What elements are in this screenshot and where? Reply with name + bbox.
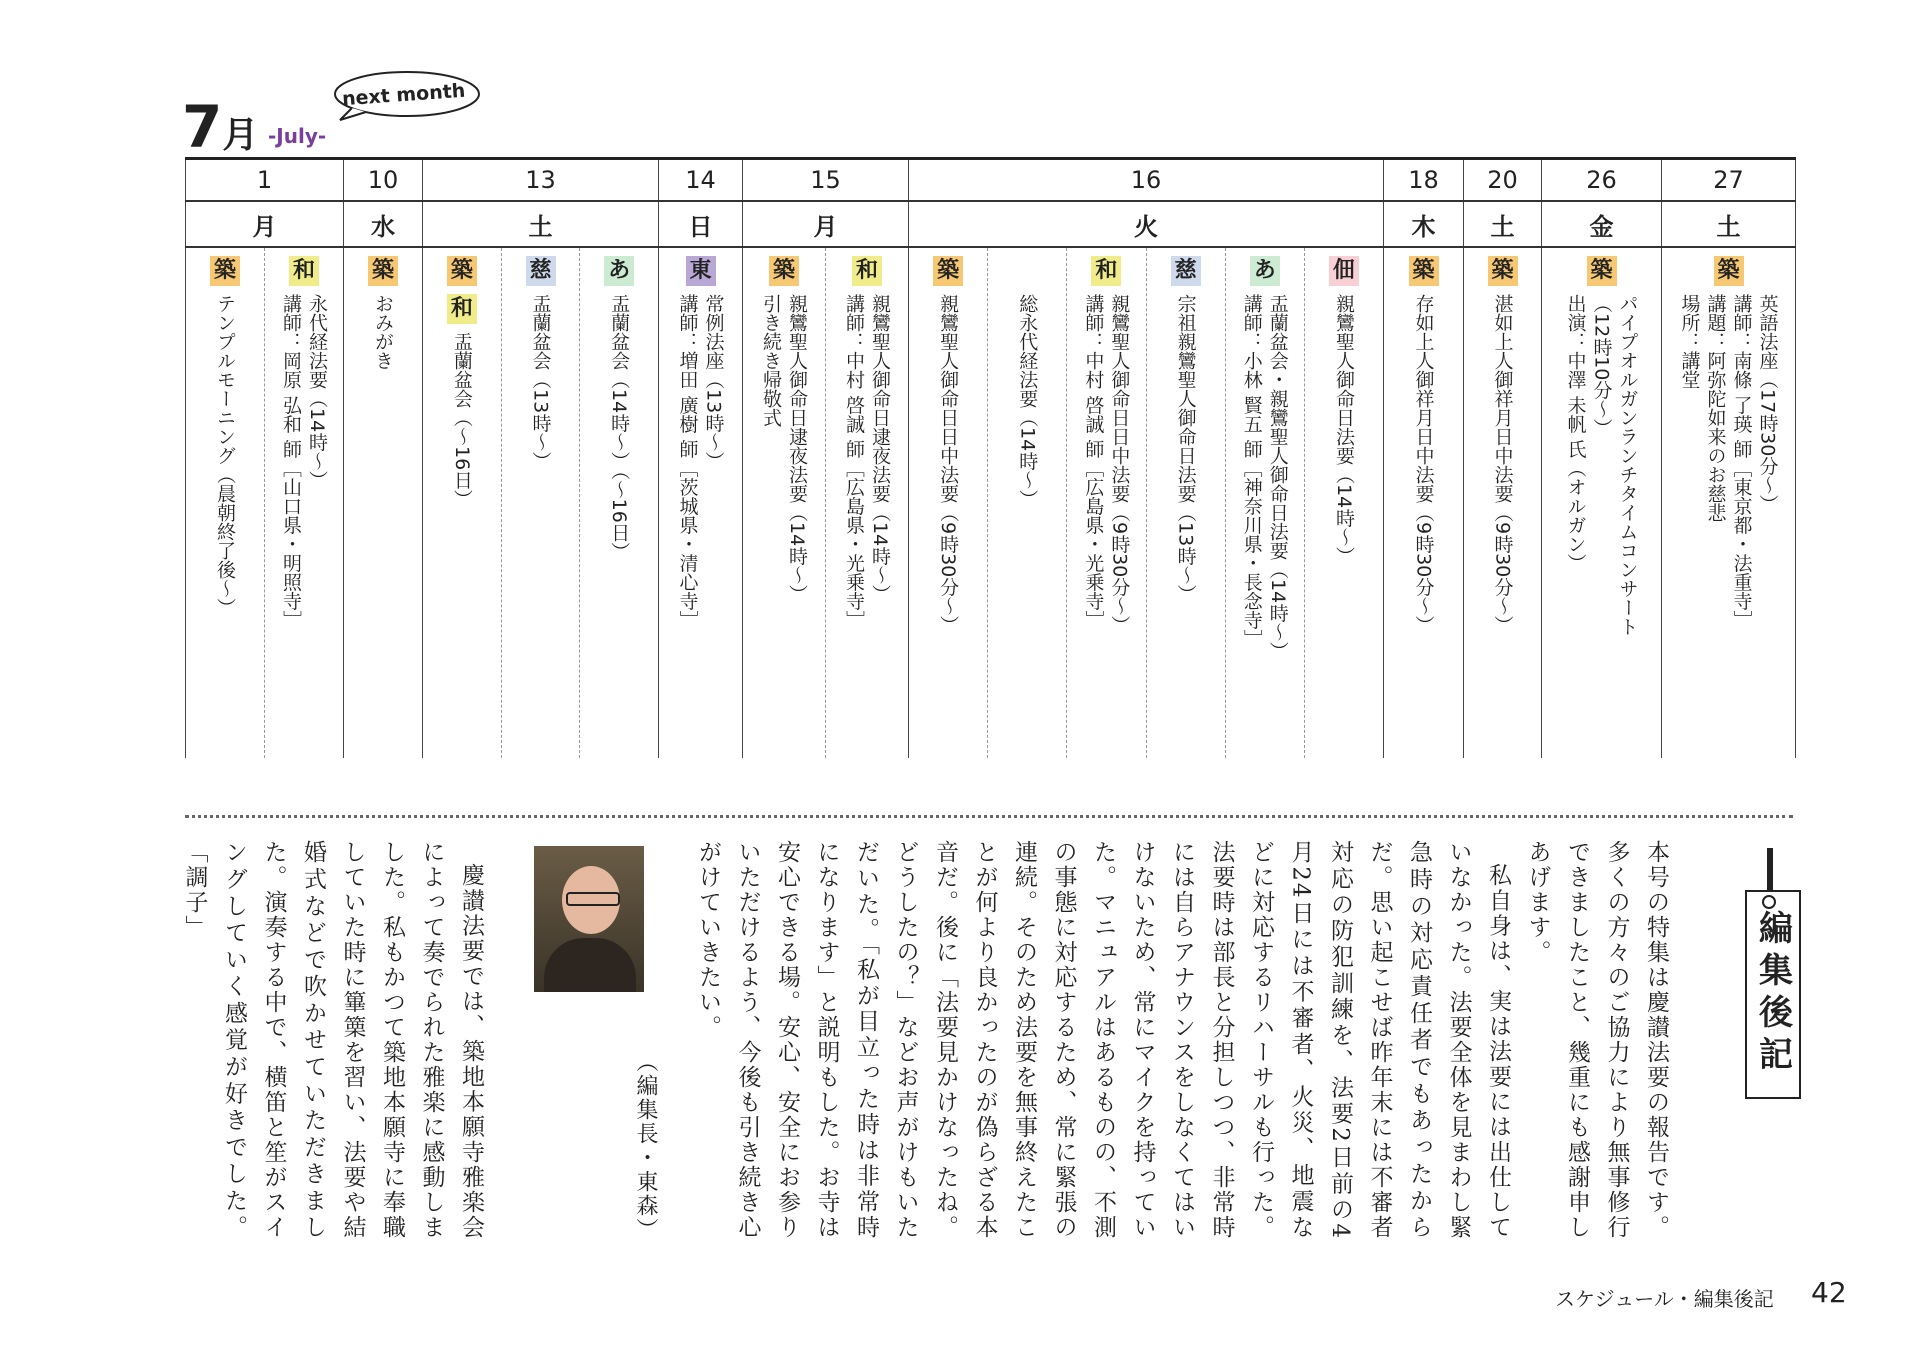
event-line: 総永代経法要（14時〜） — [1016, 294, 1039, 509]
temple-badge: 東 — [686, 256, 716, 286]
event-text — [1173, 294, 1199, 714]
temple-badge: 和 — [447, 294, 477, 324]
event-text — [1411, 294, 1437, 714]
event-line: 講師：小林 賢五 師［神奈川県・長念寺］ — [1240, 294, 1263, 649]
event-line: 場所：講堂 — [1678, 294, 1701, 389]
event-line: 存如上人御祥月日中法要（9時30分〜） — [1412, 294, 1435, 635]
event-line: 宗祖親鸞聖人御命日法要（13時〜） — [1174, 294, 1197, 604]
temple-badge: 和 — [852, 256, 882, 286]
event-text — [1677, 294, 1781, 714]
temple-badge: 和 — [289, 256, 319, 286]
events-cell — [1542, 247, 1662, 758]
event-line: 盂蘭盆会・親鸞聖人御命日法要（14時〜） — [1266, 294, 1289, 661]
event-line: 湛如上人御祥月日中法要（9時30分〜） — [1491, 294, 1514, 635]
temple-badge: 築 — [933, 256, 963, 286]
event-line: 親鸞聖人御命日日中法要（9時30分〜） — [937, 294, 960, 635]
event-line: テンプルモーニング（晨朝終了後〜） — [214, 294, 236, 617]
event-line: 親鸞聖人御命日日中法要（9時30分〜） — [1108, 294, 1131, 635]
event-text — [1331, 294, 1357, 714]
month-english: -July- — [268, 124, 327, 148]
date-cell: 15 — [743, 159, 909, 202]
date-cell: 20 — [1464, 159, 1542, 202]
weekday-cell: 土 — [1662, 201, 1796, 247]
event-text — [1014, 294, 1040, 714]
event-line: 講師：南條 了瑛 師［東京都・法重寺］ — [1730, 294, 1753, 630]
event-text — [675, 294, 727, 714]
footer-label: スケジュール・編集後記 — [1555, 1287, 1774, 1311]
weekday-cell: 水 — [344, 201, 423, 247]
event-text — [841, 294, 893, 714]
temple-badge: 和 — [1091, 256, 1121, 286]
weekday-cell: 月 — [743, 201, 909, 247]
weekday-cell: 日 — [659, 201, 743, 247]
date-cell: 14 — [659, 159, 743, 202]
temple-badge: 築 — [1409, 256, 1439, 286]
event-text — [758, 294, 810, 714]
editorial-tag — [1745, 890, 1801, 1099]
event-line: 盂蘭盆会（14時〜）（〜16日） — [608, 294, 631, 561]
event-line: 親鸞聖人御命日法要（14時〜） — [1332, 294, 1355, 566]
weekday-cell: 土 — [1464, 201, 1542, 247]
event-entry — [423, 248, 501, 758]
events-cell — [743, 247, 909, 758]
temple-badge: 築 — [447, 256, 477, 286]
event-entry — [743, 248, 825, 758]
month-kanji: 月 — [222, 115, 259, 156]
event-entry — [579, 248, 658, 758]
events-cell — [1464, 247, 1542, 758]
editorial-main — [688, 840, 1676, 1240]
editorial-paragraph-1: 本号の特集は慶讃法要の報告です。多くの方々のご協力により無事修行できましたこと、幾重にも感謝申しあげます。 — [1524, 840, 1669, 1240]
schedule-table — [185, 157, 1796, 758]
section-divider — [185, 815, 1793, 818]
event-line: おみがき — [372, 294, 394, 370]
month-title — [182, 93, 259, 161]
event-text — [528, 294, 554, 714]
author-signature: （編集長・東森） — [633, 1050, 658, 1242]
event-line: 引き続き帰敬式 — [760, 294, 782, 427]
temple-badge: あ — [1250, 256, 1280, 286]
date-cell: 18 — [1384, 159, 1464, 202]
event-entry — [501, 248, 580, 758]
event-entry — [1464, 248, 1541, 758]
event-line: 講師：増田 廣樹 師［茨城県・清心寺］ — [676, 294, 699, 630]
date-cell: 13 — [423, 159, 659, 202]
events-cell — [344, 247, 423, 758]
weekday-cell: 土 — [423, 201, 659, 247]
weekday-cell: 木 — [1384, 201, 1464, 247]
events-cell — [1384, 247, 1464, 758]
events-cell — [659, 247, 743, 758]
next-month-label: next month — [341, 79, 466, 111]
event-entry — [909, 248, 987, 758]
date-cell: 16 — [909, 159, 1384, 202]
temple-badge: 築 — [368, 256, 398, 286]
events-cell — [1662, 247, 1796, 758]
events-cell — [186, 247, 344, 758]
date-cell: 27 — [1662, 159, 1796, 202]
event-entry — [1304, 248, 1383, 758]
event-entry — [186, 248, 264, 758]
event-text — [1239, 294, 1291, 714]
date-cell: 10 — [344, 159, 423, 202]
editorial-paragraph-3: 慶讃法要では、築地本願寺雅楽会によって奏でられた雅楽に感動しました。私もかつて築地本願寺に奉職していた時に篳篥を習い、法要や結婚式などで吹かせていただきました。演奏する中で、横笛と笙がスイングしていく感覚が好きでした。「調子」 — [181, 840, 484, 1240]
event-line: （12時10分〜） — [1590, 294, 1613, 438]
temple-badge: 築 — [1587, 256, 1617, 286]
weekday-cell: 月 — [186, 201, 344, 247]
date-cell: 1 — [186, 159, 344, 202]
temple-badge: 佃 — [1329, 256, 1359, 286]
tag-string — [1767, 848, 1773, 890]
event-entry — [1225, 248, 1304, 758]
event-line: 講師：岡原 弘和 師［山口県・明照寺］ — [280, 294, 302, 630]
author-photo — [534, 846, 644, 992]
event-entry — [1146, 248, 1225, 758]
event-text — [370, 294, 396, 714]
weekday-cell: 金 — [1542, 201, 1662, 247]
event-line: 永代経法要（14時〜） — [306, 294, 328, 490]
event-text — [606, 294, 632, 714]
temple-badge: 築 — [1714, 256, 1744, 286]
event-entry — [1662, 248, 1795, 758]
event-entry — [825, 248, 908, 758]
event-entry — [659, 248, 742, 758]
temple-badge: 慈 — [526, 256, 556, 286]
editorial-paragraph-2: 私自身は、実は法要には出仕していなかった。法要全体を見まわし緊急時の対応責任者でもあったからだ。思い起こせば昨年末には不審者対応の防犯訓練を、法要2日前の4月24日には不審者、火災、地震などに対応するリハーサルも行った。法要時は部長と分担しつつ、非常時には自らアナウンスをしなくてはいけないため、常にマイクを持っていた。マニュアルはあるものの、不測の事態に対応するため、常に緊張の連続。そのため法要を無事終えたことが何より良かったのが偽らざる本音だ。後に「法要見かけなったね。どうしたの？」などお声がけもいただいた。「私が目立った時は非常時になります」と説明もした。お寺は安心できる場。安心、安全にお参りいただけるよう、今後も引き続き心がけていきたい。 — [695, 840, 1511, 1240]
event-line: パイプオルガンランチタイムコンサート — [1616, 294, 1639, 636]
event-line: 英語法座（17時30分〜） — [1756, 294, 1779, 514]
temple-badge: 築 — [769, 256, 799, 286]
event-text — [449, 332, 475, 752]
temple-badge: 築 — [1488, 256, 1518, 286]
temple-badge: 築 — [210, 256, 240, 286]
editorial-tag-label: 編集後記 — [1752, 910, 1793, 1078]
event-entry — [987, 248, 1066, 758]
event-line: 講題：阿弥陀如来のお慈悲 — [1704, 294, 1727, 522]
month-number: 7 — [182, 93, 223, 161]
weekday-cell: 火 — [909, 201, 1384, 247]
temple-badge: あ — [604, 256, 634, 286]
event-entry — [1384, 248, 1463, 758]
event-text — [278, 294, 330, 714]
event-text — [1563, 294, 1641, 714]
event-line: 出演：中澤 未帆 氏（オルガン） — [1564, 294, 1587, 573]
events-cell — [909, 247, 1384, 758]
event-entry — [344, 248, 422, 758]
event-text — [1080, 294, 1132, 714]
date-cell: 26 — [1542, 159, 1662, 202]
event-text — [935, 294, 961, 714]
event-line: 講師：中村 啓誠 師［広島県・光乗寺］ — [843, 294, 865, 630]
event-entry — [1066, 248, 1145, 758]
event-line: 常例法座（13時〜） — [702, 294, 725, 471]
temple-badge: 慈 — [1171, 256, 1201, 286]
page-number: 42 — [1811, 1276, 1847, 1309]
editorial-secondary — [181, 840, 490, 1240]
event-line: 親鸞聖人御命日逮夜法要（14時〜） — [869, 294, 891, 604]
event-line: 講師：中村 啓誠 師［広島県・光乗寺］ — [1082, 294, 1105, 630]
event-line: 盂蘭盆会（〜16日） — [450, 332, 473, 509]
event-line: 親鸞聖人御命日逮夜法要（14時〜） — [786, 294, 808, 604]
events-cell — [423, 247, 659, 758]
event-line: 盂蘭盆会（13時〜） — [529, 294, 552, 471]
event-entry — [264, 248, 343, 758]
event-entry — [1542, 248, 1661, 758]
tag-hole-icon — [1762, 895, 1776, 909]
event-text — [212, 294, 238, 714]
event-text — [1490, 294, 1516, 714]
